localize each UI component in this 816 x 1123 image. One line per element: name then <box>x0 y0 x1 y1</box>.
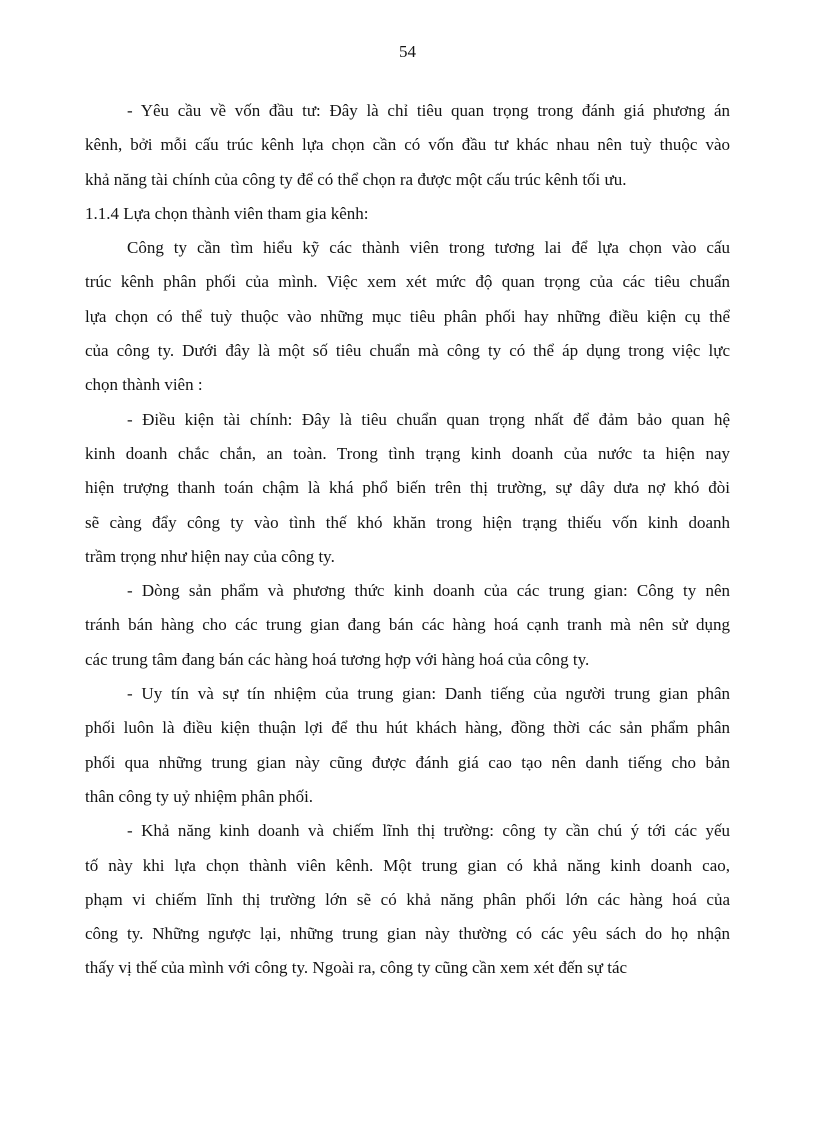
text-line: - Khả năng kinh doanh và chiếm lĩnh thị trường: công ty cần chú ý tới các yếu <box>127 821 730 841</box>
text-line: - Điều kiện tài chính: Đây là tiêu chuẩn quan trọng nhất để đảm bảo quan hệ <box>127 409 730 429</box>
paragraph <box>85 574 730 677</box>
text-line: thấy vị thế của mình với công ty. Ngoài ra, công ty cũng cần xem xét đến sự tác <box>85 958 628 978</box>
paragraph <box>85 677 730 814</box>
page-body <box>85 94 730 986</box>
text-line: công ty. Những ngược lại, những trung gian này thường có các yêu sách do họ nhận <box>85 924 730 944</box>
page-number: 54 <box>399 42 416 61</box>
text-line: - Dòng sản phẩm và phương thức kinh doanh của các trung gian: Công ty nên <box>127 581 730 601</box>
text-line: phối luôn là điều kiện thuận lợi để thu hút khách hàng, đồng thời các sản phẩm phân <box>85 718 730 738</box>
paragraph <box>85 403 730 574</box>
text-line: tố này khi lựa chọn thành viên kênh. Một trung gian có khả năng kinh doanh cao, <box>85 855 730 875</box>
text-line: các trung tâm đang bán các hàng hoá tương hợp với hàng hoá của công ty. <box>85 649 590 669</box>
text-line: kênh, bởi mỗi cấu trúc kênh lựa chọn cần có vốn đầu tư khác nhau nên tuỳ thuộc vào <box>85 135 730 155</box>
text-line: trầm trọng như hiện nay của công ty. <box>85 546 335 566</box>
text-line: - Uy tín và sự tín nhiệm của trung gian: Danh tiếng của người trung gian phân <box>127 684 730 704</box>
paragraph <box>85 94 730 197</box>
text-line: hiện trượng thanh toán chậm là khá phổ biến trên thị trường, sự dây dưa nợ khó đòi <box>85 478 730 498</box>
paragraph <box>85 814 730 985</box>
text-line: sẽ càng đẩy công ty vào tình thế khó khăn trong hiện trạng thiếu vốn kinh doanh <box>85 512 730 532</box>
text-line: kinh doanh chắc chắn, an toàn. Trong tình trạng kinh doanh của nước ta hiện nay <box>85 443 730 463</box>
text-line: tránh bán hàng cho các trung gian đang bán các hàng hoá cạnh tranh mà nên sử dụng <box>85 615 730 635</box>
text-line: lựa chọn có thể tuỳ thuộc vào những mục tiêu phân phối hay những điều kiện cụ thể <box>85 306 730 326</box>
text-line: khả năng tài chính của công ty để có thể chọn ra được một cấu trúc kênh tối ưu. <box>85 169 627 189</box>
section-heading <box>85 197 730 231</box>
text-line: thân công ty uỷ nhiệm phân phối. <box>85 786 314 806</box>
text-line: phạm vi chiếm lĩnh thị trường lớn sẽ có khả năng phân phối lớn các hàng hoá của <box>85 889 730 909</box>
text-line: 1.1.4 Lựa chọn thành viên tham gia kênh: <box>85 203 369 223</box>
text-line: - Yêu cầu về vốn đầu tư: Đây là chỉ tiêu quan trọng trong đánh giá phương án <box>127 101 730 120</box>
text-line: Công ty cần tìm hiểu kỹ các thành viên trong tương lai để lựa chọn vào cấu <box>127 238 730 258</box>
text-line: của công ty. Dưới đây là một số tiêu chuẩn mà công ty có thể áp dụng trong việc lực <box>85 341 730 361</box>
paragraph <box>85 231 730 402</box>
text-line: trúc kênh phân phối của mình. Việc xem xét mức độ quan trọng của các tiêu chuẩn <box>85 272 730 292</box>
text-line: chọn thành viên : <box>85 375 203 395</box>
text-line: phối qua những trung gian này cũng được đánh giá cao tạo nên danh tiếng cho bản <box>85 752 730 772</box>
